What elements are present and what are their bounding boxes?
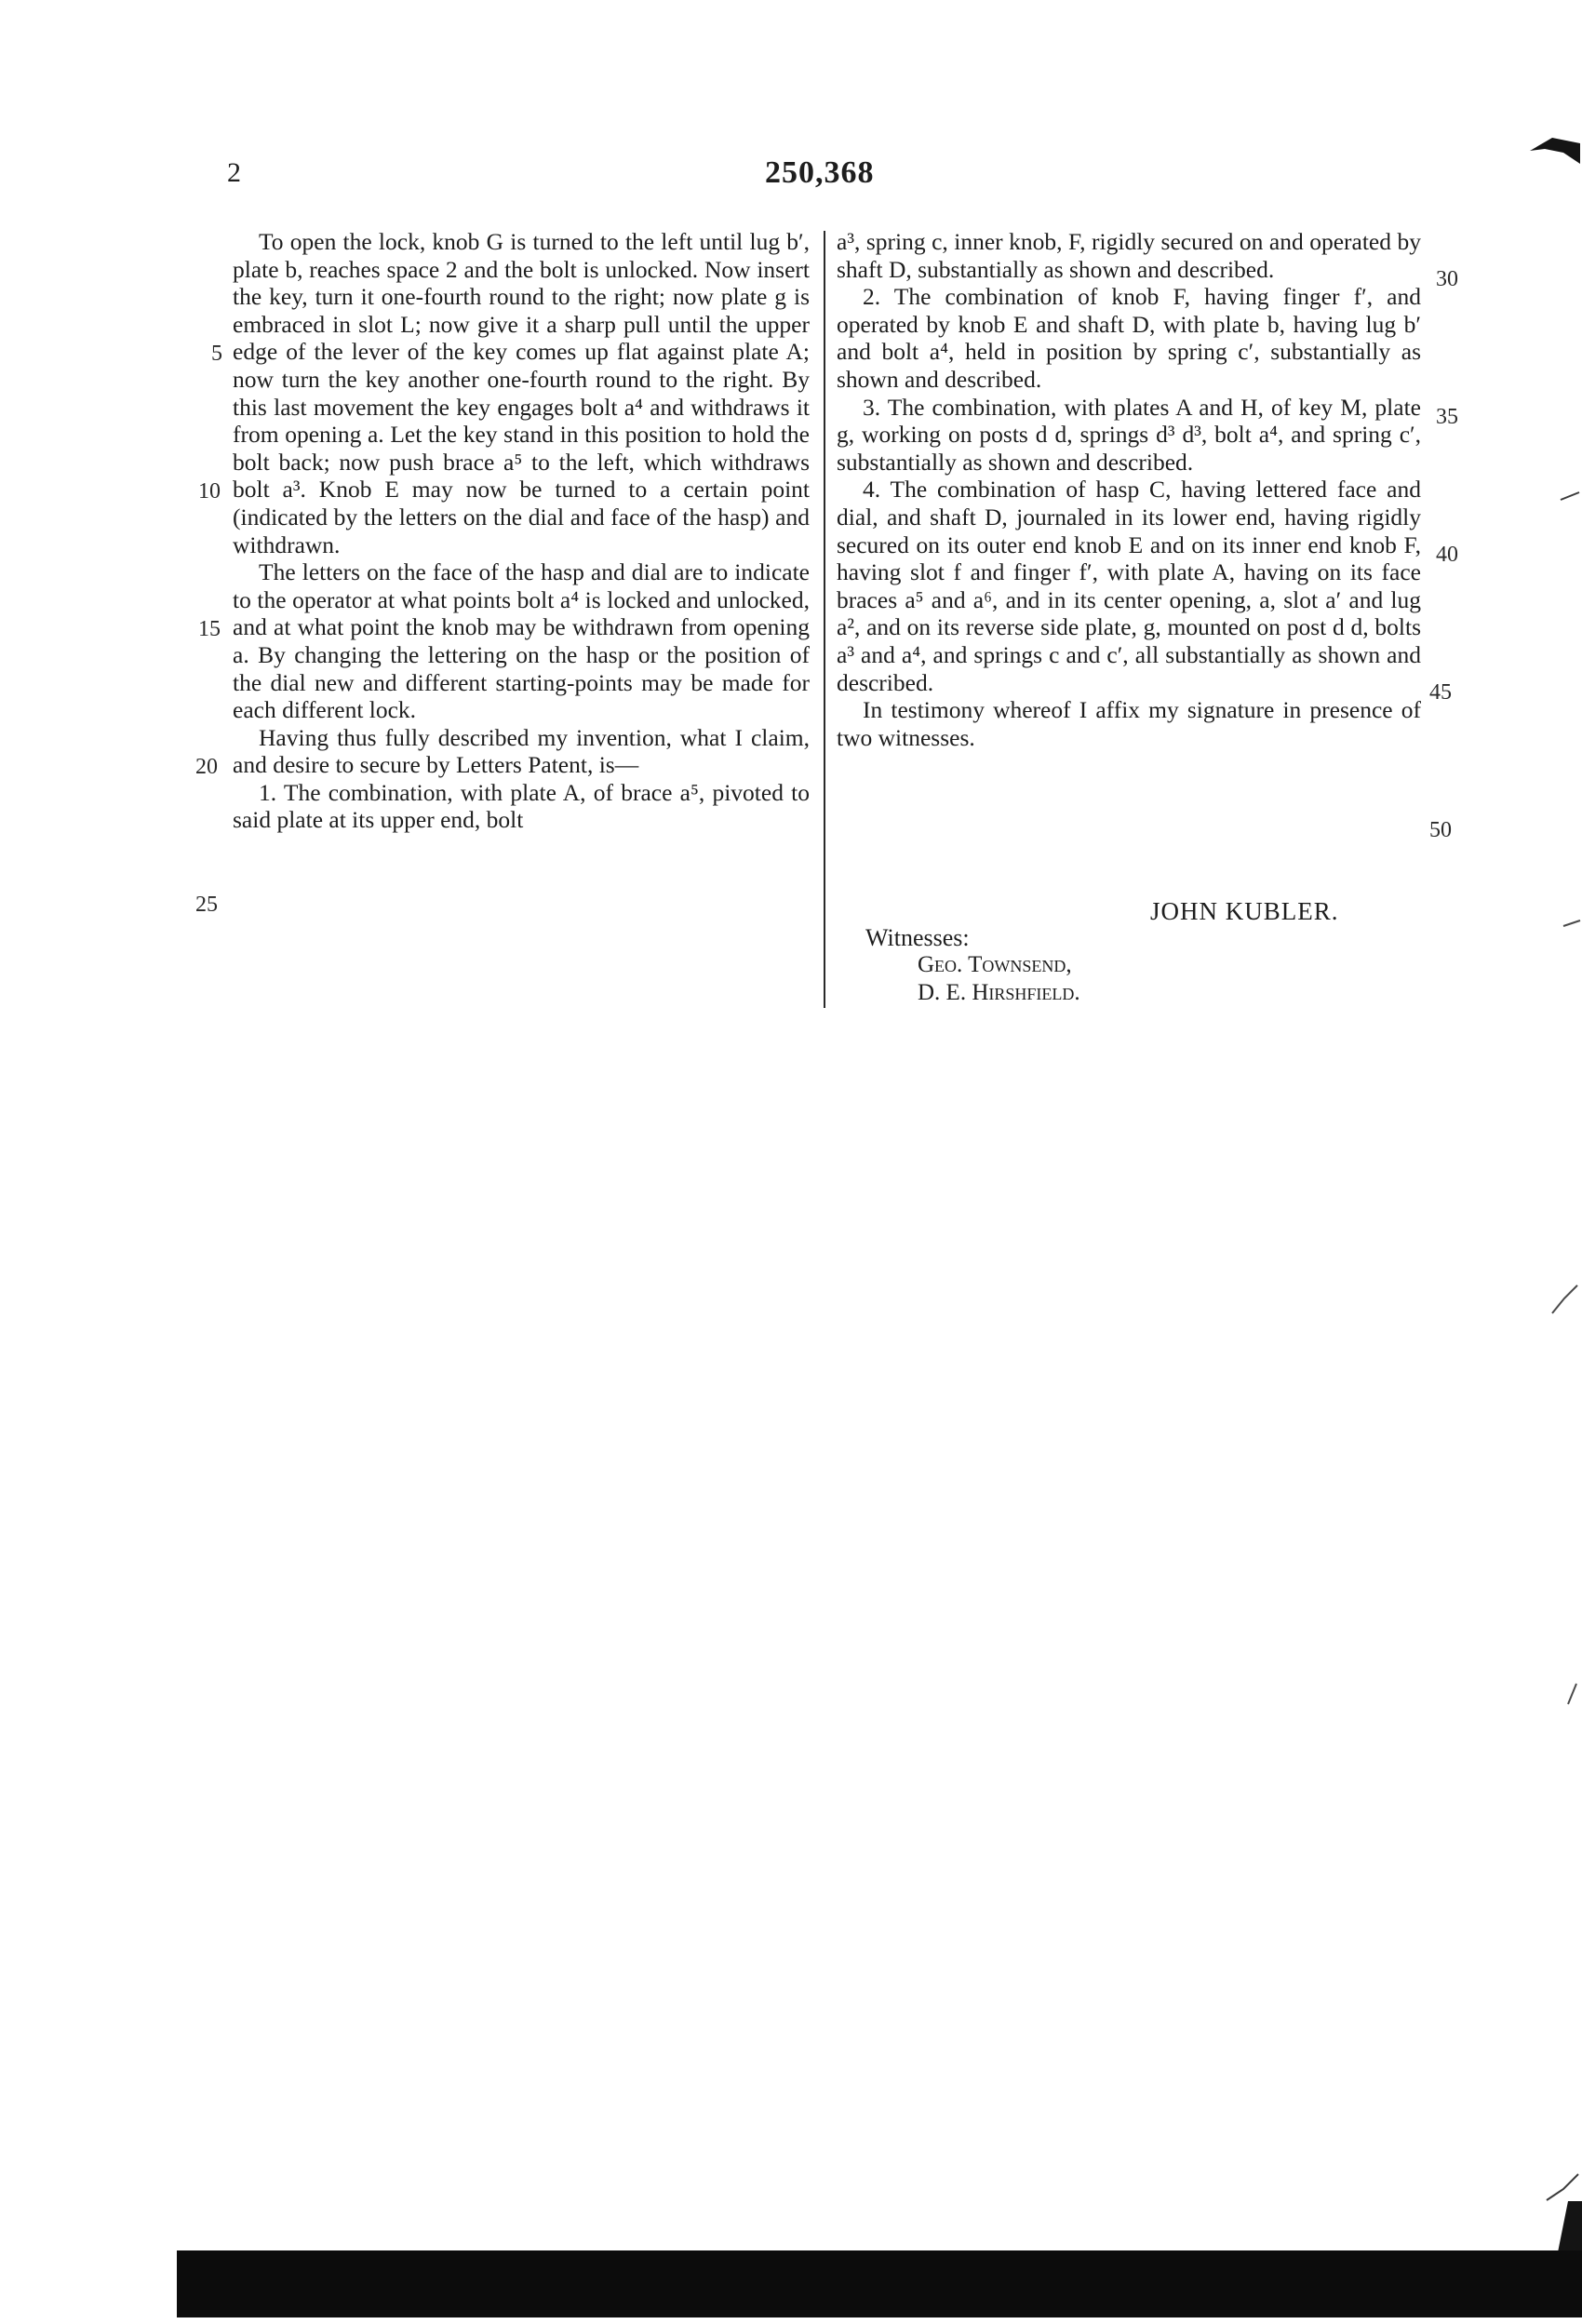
line-number: 50 <box>1429 818 1452 842</box>
paragraph: 4. The combination of hasp C, having lettered face and dial, and shaft D, journaled in its lower end, having rigidly secured on its outer end knob E and on its inner end knob F, having slot f and finger f′, with plate A, having on its face braces a⁵ and a⁶, and in its center opening, a, slot a′ and lug a², and on its reverse side plate, g, mounted on post d d, bolts a³ and a⁴, and springs c and c′, all substantially as shown and described. <box>837 476 1421 696</box>
column-divider <box>824 231 825 1008</box>
paragraph: Having thus fully described my invention, what I claim, and desire to secure by Letters Patent, is— <box>233 723 810 779</box>
scan-speck <box>1545 2169 1582 2206</box>
line-number: 35 <box>1436 405 1458 429</box>
line-number: 10 <box>198 479 221 504</box>
scan-speck <box>1563 1680 1582 1708</box>
scan-speck <box>1559 489 1582 507</box>
witness-name: D. E. Hirshfield. <box>918 980 1080 1005</box>
left-column <box>233 228 810 834</box>
paragraph: a³, spring c, inner knob, F, rigidly secured on and operated by shaft D, substantially as shown and described. <box>837 228 1421 283</box>
paragraph: 3. The combination, with plates A and H, of key M, plate g, working on posts d d, springs d³ d³, bolt a⁴, and spring c′, substantially as shown and described. <box>837 393 1421 476</box>
line-number: 30 <box>1436 267 1458 291</box>
scan-edge-mark <box>1549 2201 1582 2257</box>
line-number: 25 <box>195 893 218 917</box>
witness-name: Geo. Townsend, <box>918 952 1072 977</box>
line-number: 45 <box>1429 680 1452 705</box>
paragraph: 2. The combination of knob F, having finger f′, and operated by knob E and shaft D, with plate b, having lug b′ and bolt a⁴, held in position by spring c′, substantially as shown and described. <box>837 283 1421 393</box>
paragraph: The letters on the face of the hasp and dial are to indicate to the operator at what points bolt a⁴ is locked and unlocked, and at what point the knob may be withdrawn from opening a. By changing the lettering on the hasp or the position of the dial new and different starting-points may be made for each different lock. <box>233 558 810 724</box>
scan-edge-mark <box>1526 121 1582 168</box>
paragraph: To open the lock, knob G is turned to the left until lug b′, plate b, reaches space 2 and the bolt is unlocked. Now insert the key, turn it one-fourth round to the right; now plate g is embraced in slot L; now give it a sharp pull until the upper edge of the lever of the key comes up flat against plate A; now turn the key another one-fourth round to the right. By this last movement the key engages bolt a⁴ and withdraws it from opening a. Let the key stand in this position to hold the bolt back; now push brace a⁵ to the left, which withdraws bolt a³. Knob E may now be turned to a certain point (indicated by the letters on the dial and face of the hasp) and withdrawn. <box>233 228 810 558</box>
paragraph: 1. The combination, with plate A, of brace a⁵, pivoted to said plate at its upper end, bolt <box>233 778 810 834</box>
inventor-signature: JOHN KUBLER. <box>1150 897 1339 925</box>
patent-number: 250,368 <box>765 155 875 190</box>
paragraph: In testimony whereof I affix my signature in presence of two witnesses. <box>837 696 1421 751</box>
line-number: 20 <box>195 755 218 779</box>
page-number: 2 <box>227 157 241 188</box>
scan-speck <box>1562 917 1582 934</box>
right-column <box>837 228 1421 751</box>
line-number: 40 <box>1436 543 1458 567</box>
witnesses-label: Witnesses: <box>865 924 970 951</box>
line-number: 15 <box>198 617 221 641</box>
line-number: 5 <box>211 342 222 366</box>
scan-border-bar <box>177 2250 1582 2317</box>
scan-speck <box>1549 1280 1582 1317</box>
